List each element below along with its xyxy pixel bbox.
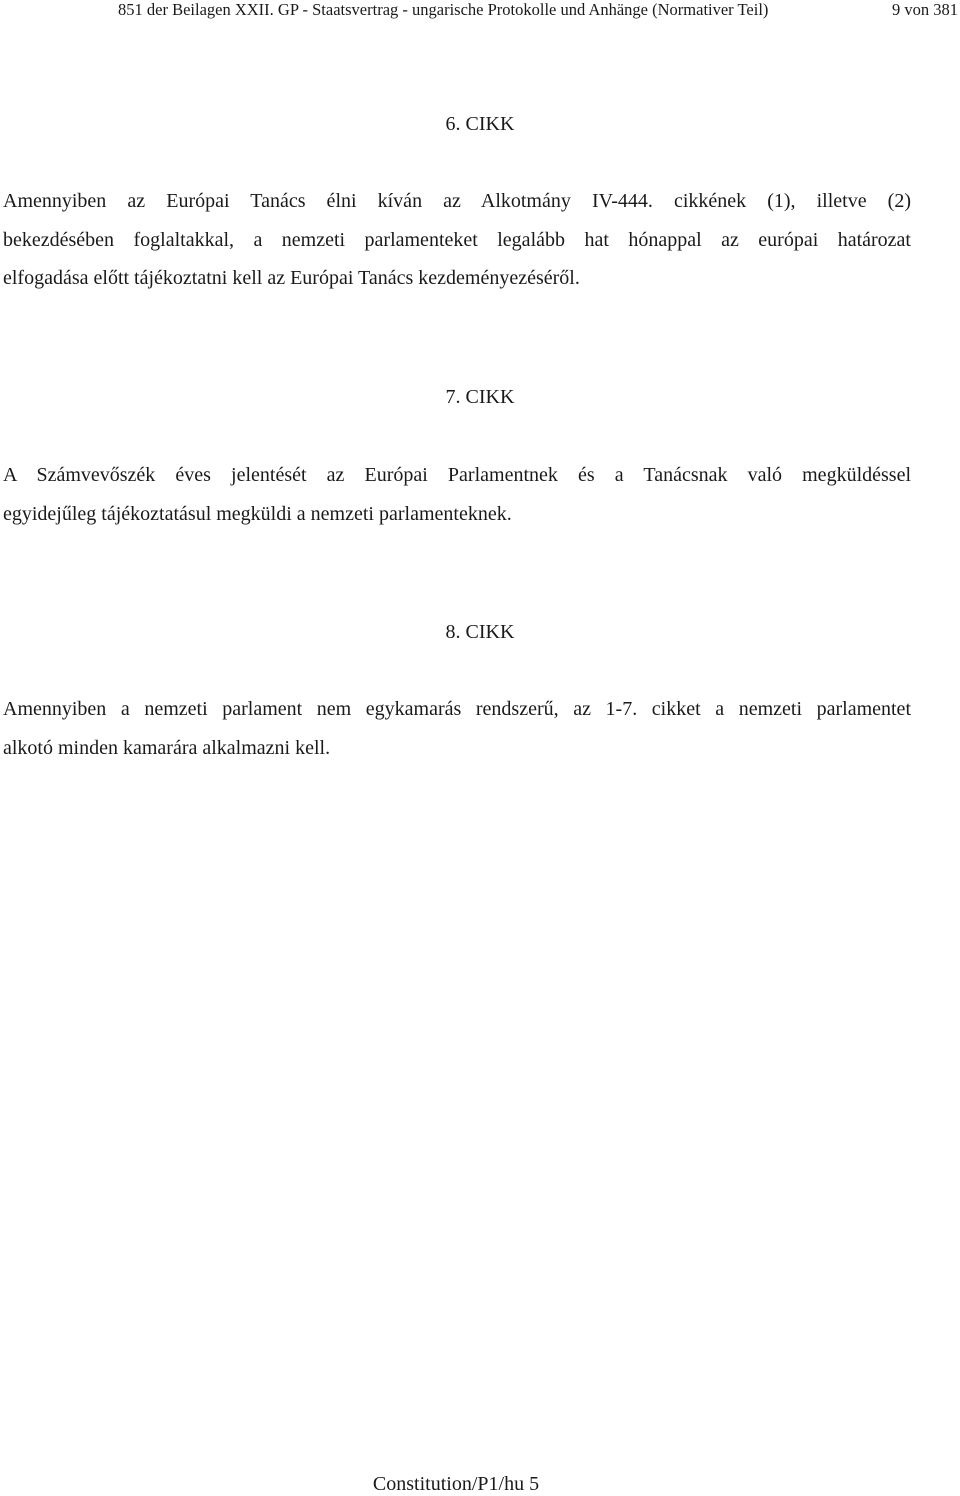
page-footer-reference: Constitution/P1/hu 5 bbox=[372, 1473, 540, 1495]
page-header bbox=[0, 0, 960, 24]
section-heading-7: 7. CIKK bbox=[445, 386, 515, 408]
paragraph-line: elfogadása előtt tájékoztatni kell az Európai Tanács kezdeményezéséről. bbox=[3, 267, 580, 289]
section-heading-6: 6. CIKK bbox=[445, 113, 515, 135]
section-paragraph-7 bbox=[3, 456, 911, 533]
page-number: 9 von 381 bbox=[892, 0, 958, 19]
section-paragraph-6 bbox=[3, 182, 911, 298]
section-heading-8: 8. CIKK bbox=[445, 621, 515, 643]
section-paragraph-8 bbox=[3, 690, 911, 767]
paragraph-line: Amennyiben az Európai Tanács élni kíván az Alkotmány IV-444. cikkének (1), illetve (2) bbox=[3, 190, 911, 212]
paragraph-line: Amennyiben a nemzeti parlament nem egykamarás rendszerű, az 1-7. cikket a nemzeti parlamentet bbox=[3, 698, 911, 720]
paragraph-line: bekezdésében foglaltakkal, a nemzeti parlamenteket legalább hat hónappal az európai határozat bbox=[3, 228, 911, 251]
document-title: 851 der Beilagen XXII. GP - Staatsvertrag - ungarische Protokolle und Anhänge (Normativer Teil) bbox=[118, 0, 769, 19]
paragraph-line: egyidejűleg tájékoztatásul megküldi a nemzeti parlamenteknek. bbox=[3, 502, 512, 525]
paragraph-line: A Számvevőszék éves jelentését az Európai Parlamentnek és a Tanácsnak való megküldéssel bbox=[3, 464, 911, 486]
paragraph-line: alkotó minden kamarára alkalmazni kell. bbox=[3, 736, 331, 759]
